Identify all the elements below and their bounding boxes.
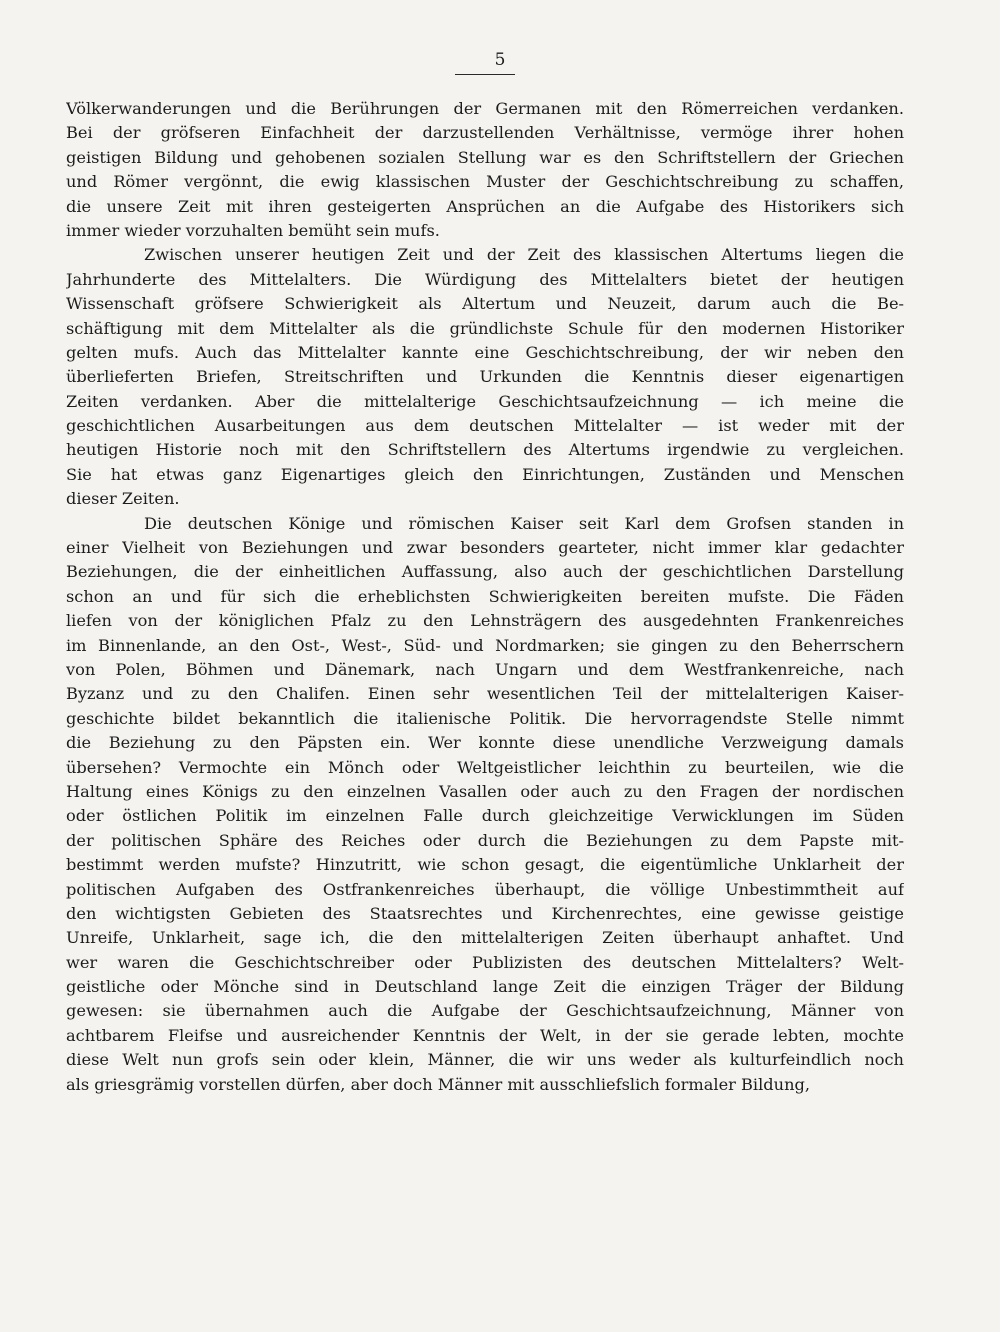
text-line: Zwischen unserer heutigen Zeit und der Zeit des klassischen Altertums liegen die [144,245,904,265]
text-line: Völkerwanderungen und die Berührungen der Germanen mit den Römerreichen verdanken. [66,99,904,118]
text-line: geistliche oder Mönche sind in Deutschland lange Zeit die einzigen Träger der Bildung [66,977,904,997]
text-line: Sie hat etwas ganz Eigenartiges gleich den Einrichtungen, Zuständen und Menschen [66,464,904,484]
text-line: Haltung eines Königs zu den einzelnen Vasallen oder auch zu den Fragen der nordischen [66,781,904,801]
text-line: diese Welt nun grofs sein oder klein, Männer, die wir uns weder als kulturfeindlich noch [66,1050,904,1070]
text-line: einer Vielheit von Beziehungen und zwar besonders gearteter, nicht immer klar gedachter [66,538,904,558]
text-line: übersehen? Vermochte ein Mönch oder Weltgeistlicher leichthin zu beurteilen, wie die [66,757,904,777]
text-line: Die deutschen Könige und römischen Kaiser seit Karl dem Grofsen standen in [144,513,904,533]
text-line: wer waren die Geschichtschreiber oder Publizisten des deutschen Mittelalters? Welt- [66,952,904,972]
text-line: achtbarem Fleifse und ausreichender Kenntnis der Welt, in der sie gerade lebten, mochte [66,1025,904,1045]
text-line: liefen von der königlichen Pfalz zu den Lehnsträgern des ausgedehnten Frankenreiches [66,611,904,631]
text-line: im Binnenlande, an den Ost-, West-, Süd- und Nordmarken; sie gingen zu den Beherrschern [66,635,904,655]
text-line: überlieferten Briefen, Streitschriften und Urkunden die Kenntnis dieser eigenartigen [66,367,904,387]
text-line: als griesgrämig vorstellen dürfen, aber doch Männer mit ausschliefslich formaler Bildung, [66,1074,811,1094]
text-line: schon an und für sich die erheblichsten Schwierigkeiten bereiten mufste. Die Fäden [66,586,904,606]
text-line: Bei der gröfseren Einfachheit der darzustellenden Verhältnisse, vermöge ihrer hohen [66,123,904,143]
page-number: 5 [494,50,506,70]
text-line: den wichtigsten Gebieten des Staatsrechtes und Kirchenrechtes, eine gewisse geistige [66,903,904,923]
text-line: der politischen Sphäre des Reiches oder durch die Beziehungen zu dem Papste mit- [66,830,904,850]
body-text [66,97,904,1097]
text-line: politischen Aufgaben des Ostfrankenreiches überhaupt, die völlige Unbestimmtheit auf [66,879,904,899]
text-line: heutigen Historie noch mit den Schriftstellern des Altertums irgendwie zu vergleichen. [66,440,904,460]
text-line: geistigen Bildung und gehobenen sozialen Stellung war es den Schriftstellern der Griechen [66,147,904,167]
text-line: immer wieder vorzuhalten bemüht sein mufs. [66,220,440,240]
text-line: geschichtlichen Ausarbeitungen aus dem deutschen Mittelalter — ist weder mit der [66,416,904,436]
text-line: Wissenschaft gröfsere Schwierigkeit als Altertum und Neuzeit, darum auch die Be- [66,294,904,314]
text-line: von Polen, Böhmen und Dänemark, nach Ungarn und dem Westfrankenreiche, nach [66,659,904,679]
text-line: schäftigung mit dem Mittelalter als die gründlichste Schule für den modernen Historiker [66,318,904,338]
text-line: oder östlichen Politik im einzelnen Falle durch gleichzeitige Verwicklungen im Süden [66,806,904,826]
text-line: Jahrhunderte des Mittelalters. Die Würdigung des Mittelalters bietet der heutigen [66,269,904,289]
text-line: geschichte bildet bekanntlich die italienische Politik. Die hervorragendste Stelle nimmt [66,708,904,728]
page-number-rule [455,74,515,75]
text-line: bestimmt werden mufste? Hinzutritt, wie schon gesagt, die eigentümliche Unklarheit der [66,855,904,875]
text-line: die Beziehung zu den Päpsten ein. Wer konnte diese unendliche Verzweigung damals [66,733,904,753]
text-line: Unreife, Unklarheit, sage ich, die den mittelalterigen Zeiten überhaupt anhaftet. Und [66,928,904,948]
text-line: die unsere Zeit mit ihren gesteigerten Ansprüchen an die Aufgabe des Historikers sich [66,196,904,216]
text-line: Beziehungen, die der einheitlichen Auffassung, also auch der geschichtlichen Darstellung [66,562,904,582]
text-line: Zeiten verdanken. Aber die mittelalterige Geschichtsaufzeichnung — ich meine die [66,391,904,411]
text-line: Byzanz und zu den Chalifen. Einen sehr wesentlichen Teil der mittelalterigen Kaiser- [66,684,904,704]
text-line: und Römer vergönnt, die ewig klassischen Muster der Geschichtschreibung zu schaffen, [66,172,904,192]
text-line: gelten mufs. Auch das Mittelalter kannte eine Geschichtschreibung, der wir neben den [66,342,904,362]
text-line: gewesen: sie übernahmen auch die Aufgabe der Geschichtsaufzeichnung, Männer von [66,1001,904,1021]
text-line: dieser Zeiten. [66,489,180,509]
